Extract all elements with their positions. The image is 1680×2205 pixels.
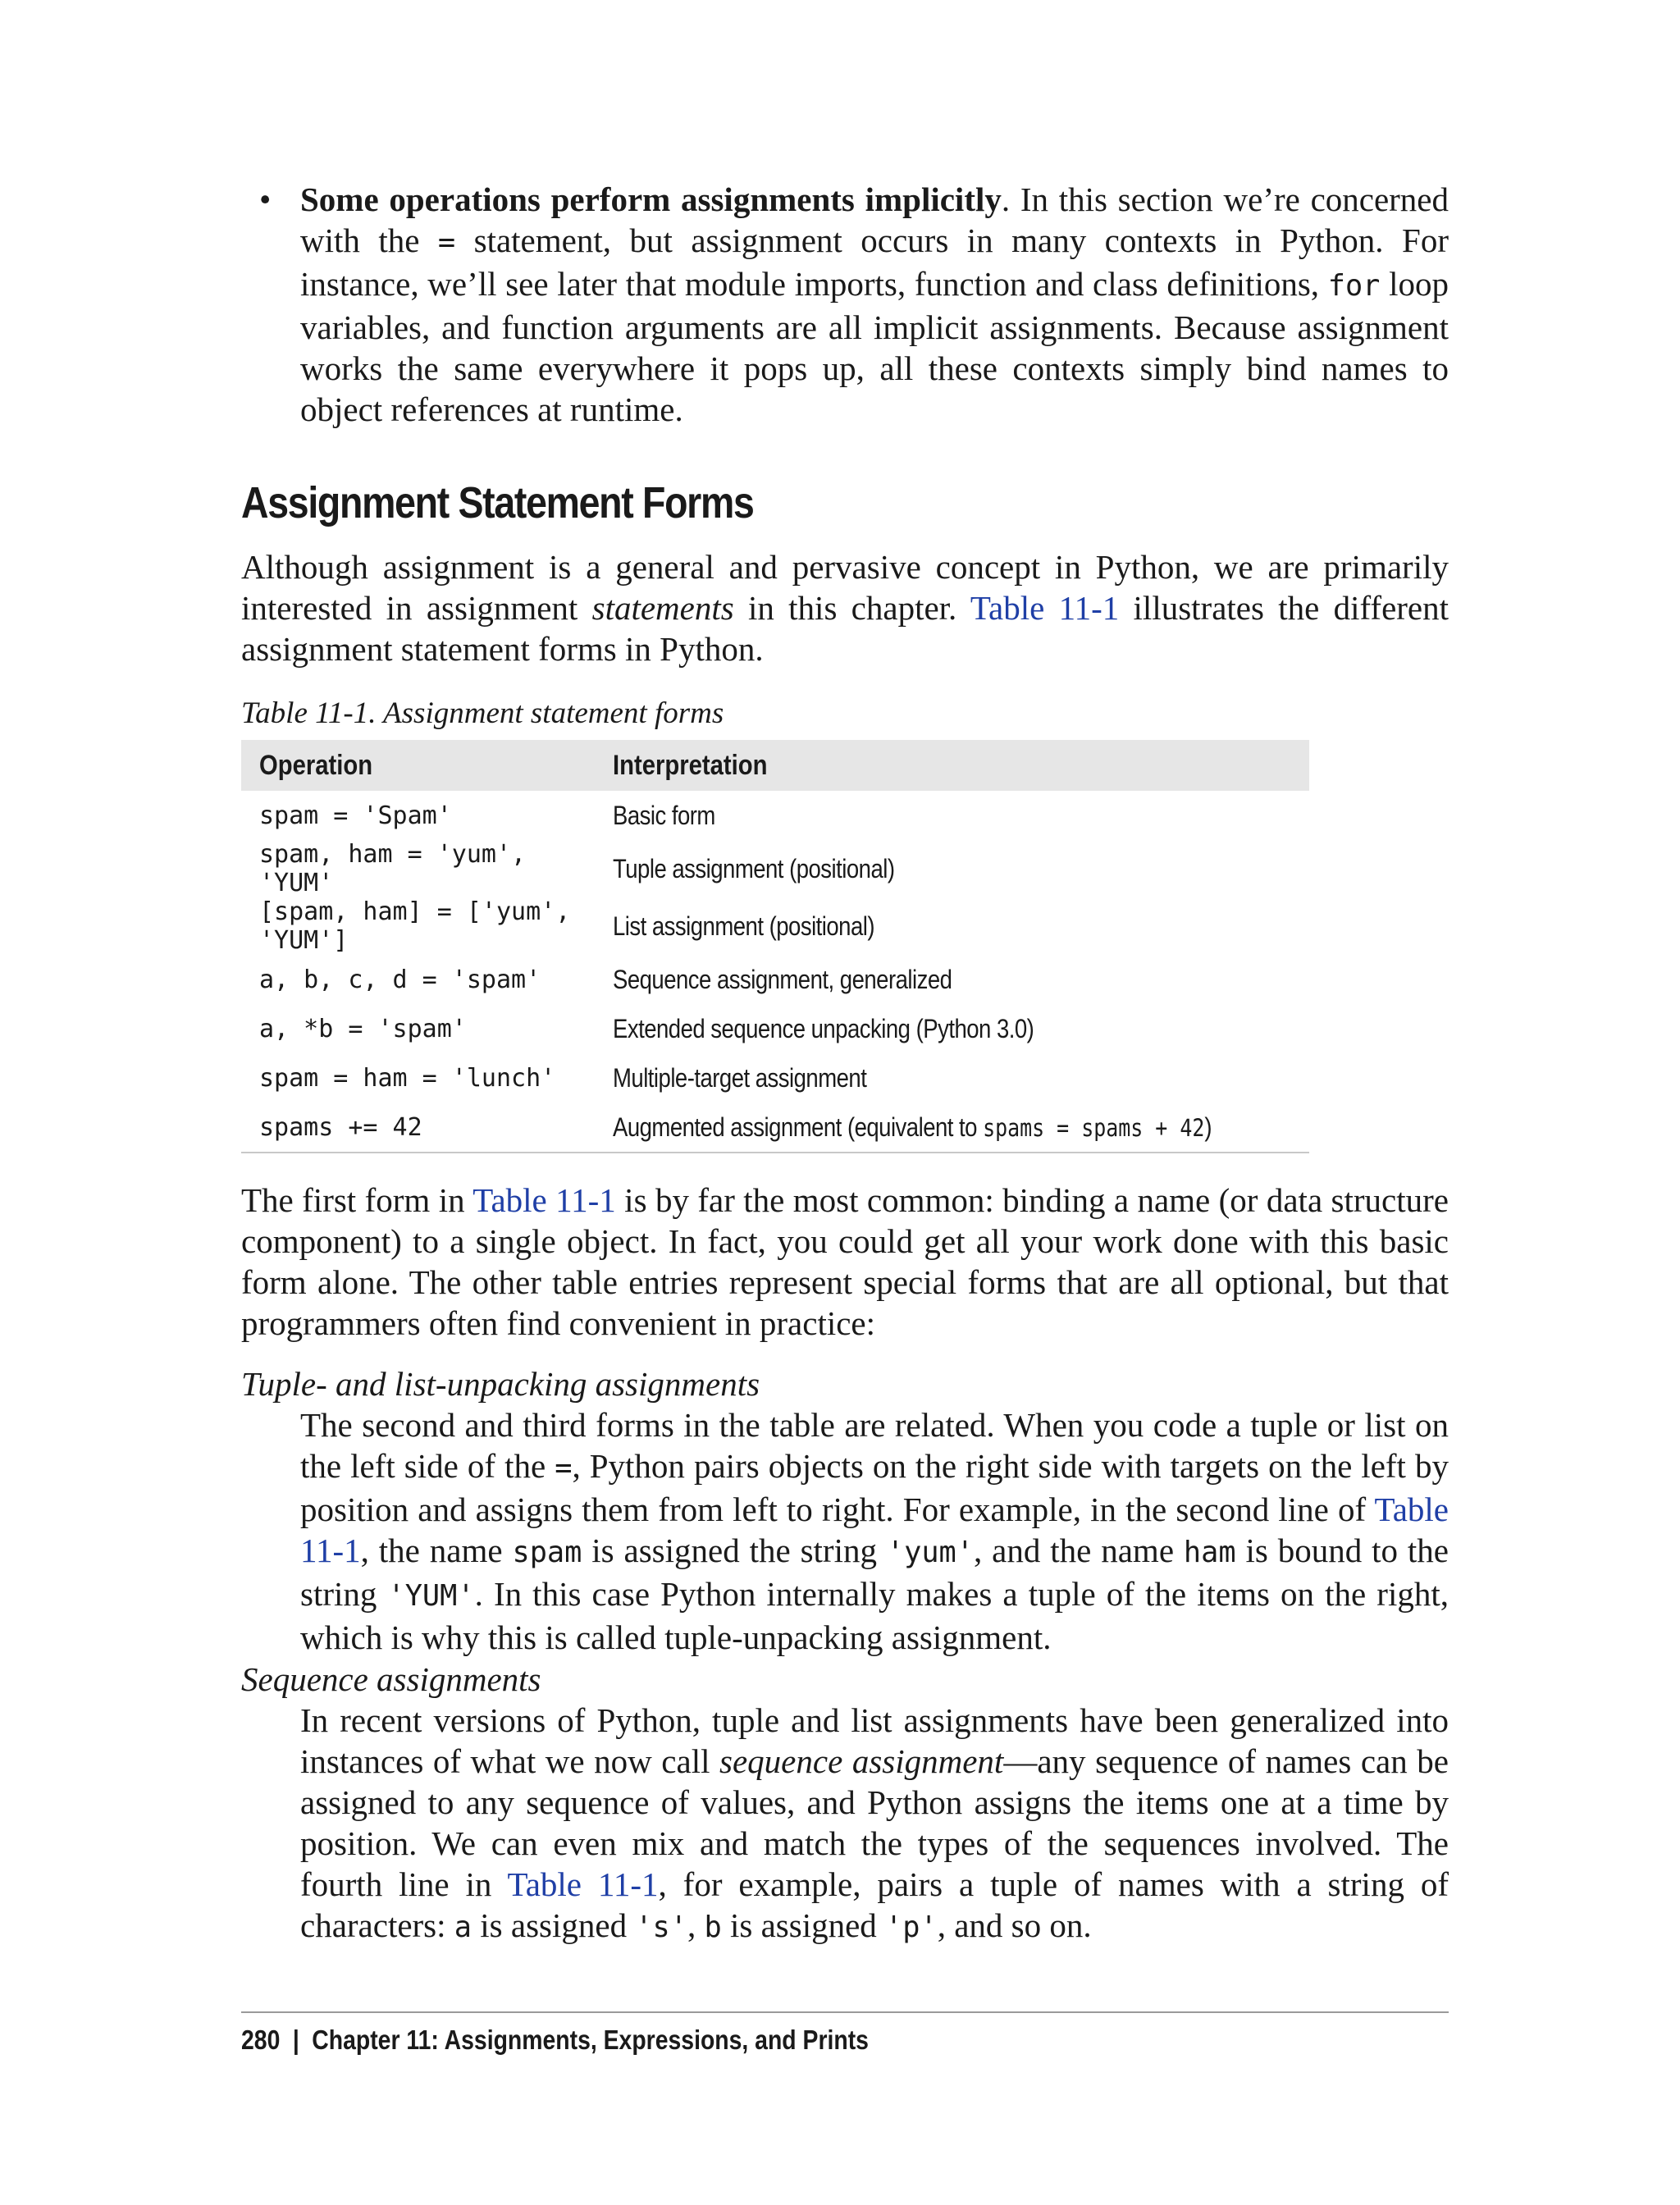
def-text: , the name [360,1532,513,1569]
table-header-row [241,740,1309,791]
table-link[interactable]: Table 11-1 [507,1865,659,1903]
inline-code: 'yum' [886,1536,974,1569]
def-text: is assigned the string [582,1532,887,1569]
interpretation-text-end: ) [1204,1112,1212,1142]
bullet-lead: Some operations perform assignments implicitly [300,180,1002,218]
definition-body [300,1404,1449,1658]
def-text: is bound to the string [300,1532,1449,1613]
book-page: • Some operations perform assignments implicitly. In this section we’re concerned with the = statement, but assignment occurs in many contexts in Python. For instance, we’ll see later that module imports, function and class definitions, for loop variables, and function arguments are all implicit assignments. Because assignment works the same everywhere it pops up, all these contexts simply bind names to object references at runtime. Assignment Statement Forms Although assignment is a general and pervasive concept in Python, we are primarily interested in assignment statements in this chapter. Table 11-1 illustrates the different assignment statement forms in Python. Table 11-1. Assignment statement forms Operation Interpretation spam = 'Spam' Basic form spam, ham = 'yum', 'YUM' Tuple assignment (positional) [spam, ham] = ['yum', 'YUM'] List assignment (positional) a, b, c, d = 'spam' Sequence assignment, generalized a, *b = 'spam' Extended sequence unpacking (Python 3.0) spam = ham = 'lunch' Multiple-target assignment spams += 42 Augmented assignment (equivalent to spams = spams + 42) The first form in Table 11-1 is by far the most common: binding a name (or data structure component) to a single object. In fact, you could get all your work done with this basic form alone. The other table entries represent special forms that are all optional, but that programmers often find convenient in practice: Tuple- and list-unpacking assignments The second and third forms in the table are related. When you code a tuple or list on the left side of the =, Python pairs objects on the right side with targets on the left by position and assigns them from left to right. For example, in the second line of Table 11-1, the name spam is assigned the string 'yum', and the name ham is bound to the string 'YUM'. In this case Python internally makes a tuple of the items on the right, which is why this is called tuple-unpacking assignment. Sequence assignments In recent versions of Python, tuple and list assignments have been generalized into instances of what we now call sequence assignment—any sequence of names can be assigned to any sequence of values, and Python assigns the items one at a time by position. We can even mix and match the types of the sequences involved. The fourth line in Table 11-1, for example, pairs a tuple of names with a string of characters: a is assigned 's', b is assigned 'p', and so on. 280 | Chapter 11: Assignments, Expressions, and Prints [0,0,1680,2205]
intro-text-2: in this chapter. [733,589,970,627]
interpretation-cell [595,1004,1309,1053]
def-text: , and the name [974,1532,1184,1569]
section-heading: Assignment Statement Forms [241,478,754,527]
footer-separator: | [292,2025,299,2055]
code-for: for [1327,269,1381,303]
footer-rule [241,2011,1449,2013]
operation-cell: spam = 'Spam' [259,801,452,830]
page-number: 280 [241,2025,281,2055]
intro-paragraph [241,546,1449,669]
inline-code: a [454,1911,472,1944]
interpretation-text: Extended sequence unpacking (Python 3.0) [613,1013,1034,1043]
assignment-forms-table [241,740,1309,1153]
interpretation-cell [595,791,1309,840]
table-row [241,791,1309,840]
bullet-paragraph [300,179,1449,430]
header-label: Interpretation [613,749,768,781]
table-row [241,897,1309,955]
operation-cell: spams += 42 [241,1102,595,1153]
table-caption: Table 11-1. Assignment statement forms [241,696,724,730]
interpretation-cell [595,1053,1309,1102]
bullet-text-3: loop variables, and function arguments are all implicit assignments. Because assignment works the same everywhere it pops up, all these contexts simply bind names to object references at runtime. [300,265,1449,428]
para-text-1: The first form in [241,1181,473,1219]
interpretation-cell [595,840,1309,897]
interpretation-text: List assignment (positional) [613,911,875,941]
interpretation-text: Basic form [613,800,715,830]
def-text: is assigned [472,1906,636,1944]
interpretation-text: Multiple-target assignment [613,1062,867,1093]
def-text: . In this case Python internally makes a tuple of the items on the right, which is why this is called tuple-unpacking assignment. [300,1575,1449,1656]
bullet-text-2: statement, but assignment occurs in many contexts in Python. For instance, we’ll see later that module imports, function and class definitions, [300,221,1449,303]
operation-cell: spam, ham = 'yum', 'YUM' [259,840,527,897]
inline-code: 's' [635,1911,687,1944]
inline-code: 'YUM' [387,1579,475,1613]
table-row [241,1102,1309,1153]
column-header-interpretation [595,740,1309,791]
para-text-2: is by far the most common: binding a name (or data structure component) to a single object. In fact, you could get all your work done with this basic form alone. The other table entries represent special forms that are all optional, but that programmers often find convenient in practice: [241,1181,1449,1342]
def-text: , [687,1906,705,1944]
table-link[interactable]: Table 11-1 [300,1491,1449,1569]
intro-text-1: Although assignment is a general and pervasive concept in Python, we are primarily interested in assignment [241,548,1449,627]
intro-text-3: illustrates the different assignment statement forms in Python. [241,589,1449,668]
code-equals: = [437,226,456,259]
def-text: , and so on. [937,1906,1092,1944]
table-row [241,955,1309,1004]
def-text: In recent versions of Python, tuple and list assignments have been generalized into instances of what we now call [300,1701,1449,1780]
table-row [241,1004,1309,1053]
intro-emphasis: statements [591,589,734,627]
def-text: , Python pairs objects on the right side with targets on the left by position and assigns them from left to right. For example, in the second line of [300,1447,1449,1528]
table-row [241,840,1309,897]
def-text: The second and third forms in the table are related. When you code a tuple or list on the left side of the [300,1406,1449,1485]
operation-cell: a, *b = 'spam' [259,1014,467,1043]
operation-cell: spam = ham = 'lunch' [259,1063,556,1093]
def-text: , for example, pairs a tuple of names with a string of characters: [300,1865,1449,1944]
table-link[interactable]: Table 11-1 [970,589,1120,627]
definition-term: Tuple- and list-unpacking assignments [241,1365,760,1403]
interpretation-cell [595,1102,1309,1153]
page-footer [241,2023,869,2057]
interpretation-cell [595,897,1309,955]
inline-code: = [555,1451,573,1485]
definition-body [300,1700,1449,1948]
interpretation-cell [595,955,1309,1004]
inline-code: 'p' [885,1911,938,1944]
bullet-text-1: . In this section we’re concerned with the [300,180,1449,259]
inline-code: spam [512,1536,582,1569]
table-link[interactable]: Table 11-1 [472,1181,616,1219]
inline-code: ham [1183,1536,1236,1569]
operation-cell: [spam, ham] = ['yum', 'YUM'] [259,897,571,955]
interpretation-text: Sequence assignment, generalized [613,964,952,994]
def-emphasis: sequence assignment [719,1742,1004,1780]
definition-term: Sequence assignments [241,1660,541,1698]
interpretation-text: Tuple assignment (positional) [613,853,895,883]
operation-cell: a, b, c, d = 'spam' [259,965,541,994]
interpretation-code: spams = spams + 42 [983,1113,1205,1142]
def-text: —any sequence of names can be assigned to any sequence of values, and Python assigns the items one at a time by position. We can even mix and match the types of the sequences involved. The fourth line in [300,1742,1449,1903]
chapter-title: Chapter 11: Assignments, Expressions, and Prints [312,2025,869,2055]
table-row [241,1053,1309,1102]
inline-code: b [704,1911,722,1944]
column-header-operation [241,740,595,791]
body-paragraph [241,1180,1449,1344]
header-label: Operation [259,749,373,781]
interpretation-text: Augmented assignment (equivalent to [613,1112,984,1142]
def-text: is assigned [721,1906,886,1944]
